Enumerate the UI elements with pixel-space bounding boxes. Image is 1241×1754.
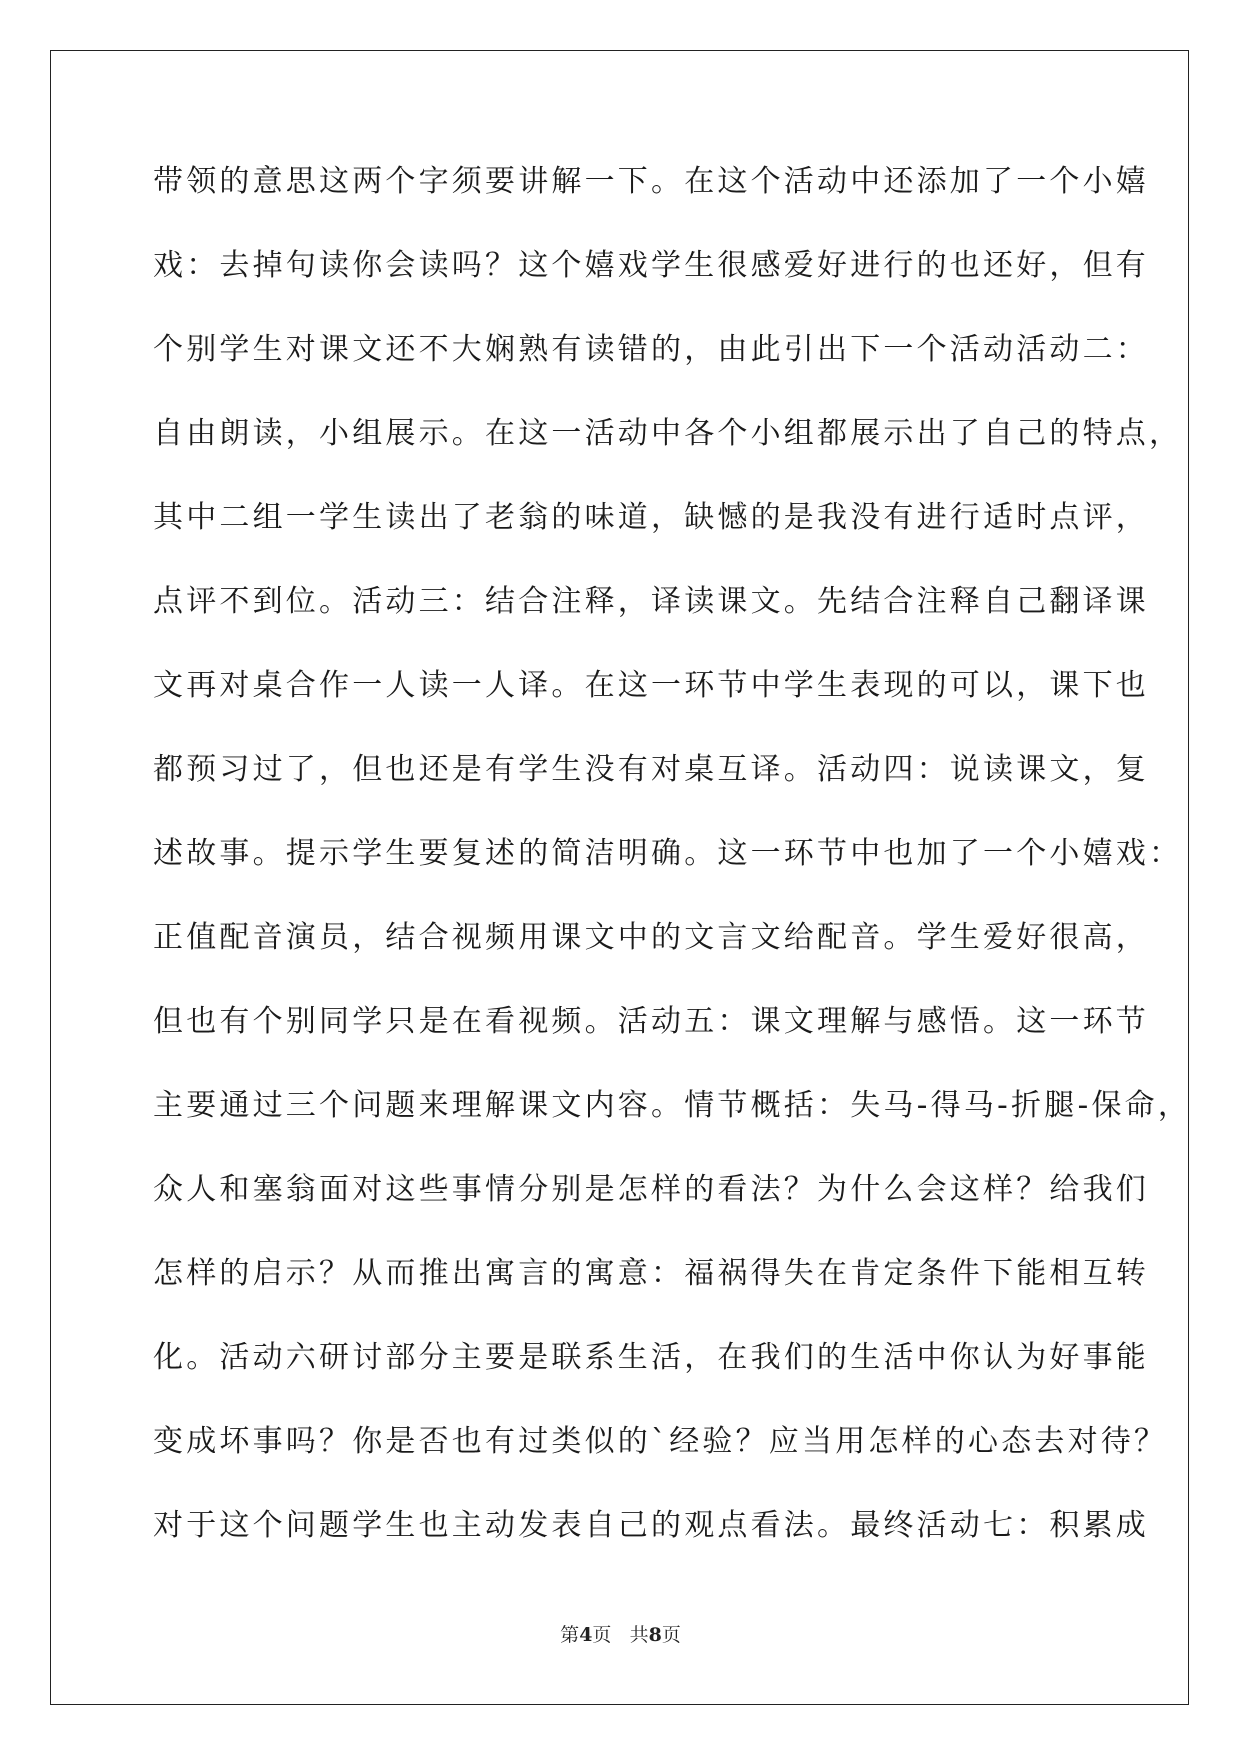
text-line: 文再对桌合作一人读一人译。在这一环节中学生表现的可以，课下也 <box>153 668 1149 703</box>
current-page-number: 4 <box>579 1624 593 1646</box>
page-footer <box>0 1620 1241 1647</box>
text-line: 变成坏事吗？你是否也有过类似的`经验？应当用怎样的心态去对待？ <box>153 1424 1168 1459</box>
text-line: 怎样的启示？从而推出寓言的寓意：福祸得失在肯定条件下能相互转 <box>153 1256 1149 1291</box>
total-pages-number: 8 <box>648 1624 662 1646</box>
footer-prefix: 第 <box>560 1624 580 1646</box>
text-line: 对于这个问题学生也主动发表自己的观点看法。最终活动七：积累成 <box>153 1508 1149 1543</box>
text-line: 点评不到位。活动三：结合注释，译读课文。先结合注释自己翻译课 <box>153 584 1149 619</box>
footer-total-suffix: 页 <box>661 1624 681 1646</box>
text-line: 戏：去掉句读你会读吗？这个嬉戏学生很感爱好进行的也还好，但有 <box>153 248 1149 283</box>
text-line: 化。活动六研讨部分主要是联系生活，在我们的生活中你认为好事能 <box>153 1340 1149 1375</box>
text-line: 主要通过三个问题来理解课文内容。情节概括：失马-得马-折腿-保命， <box>153 1088 1192 1123</box>
text-line: 个别学生对课文还不大娴熟有读错的，由此引出下一个活动活动二： <box>153 332 1149 367</box>
body-text <box>153 158 1192 1586</box>
text-line: 自由朗读，小组展示。在这一活动中各个小组都展示出了自己的特点， <box>153 416 1183 451</box>
text-line: 其中二组一学生读出了老翁的味道，缺憾的是我没有进行适时点评， <box>153 500 1149 535</box>
text-line: 都预习过了，但也还是有学生没有对桌互译。活动四：说读课文，复 <box>153 752 1149 787</box>
text-line: 正值配音演员，结合视频用课文中的文言文给配音。学生爱好很高， <box>153 920 1149 955</box>
text-line: 众人和塞翁面对这些事情分别是怎样的看法？为什么会这样？给我们 <box>153 1172 1149 1207</box>
footer-total-prefix: 共 <box>629 1624 649 1646</box>
text-line: 述故事。提示学生要复述的简洁明确。这一环节中也加了一个小嬉戏： <box>153 836 1183 871</box>
footer-page-suffix: 页 <box>592 1624 612 1646</box>
text-line: 但也有个别同学只是在看视频。活动五：课文理解与感悟。这一环节 <box>153 1004 1149 1039</box>
text-line: 带领的意思这两个字须要讲解一下。在这个活动中还添加了一个小嬉 <box>153 164 1149 199</box>
